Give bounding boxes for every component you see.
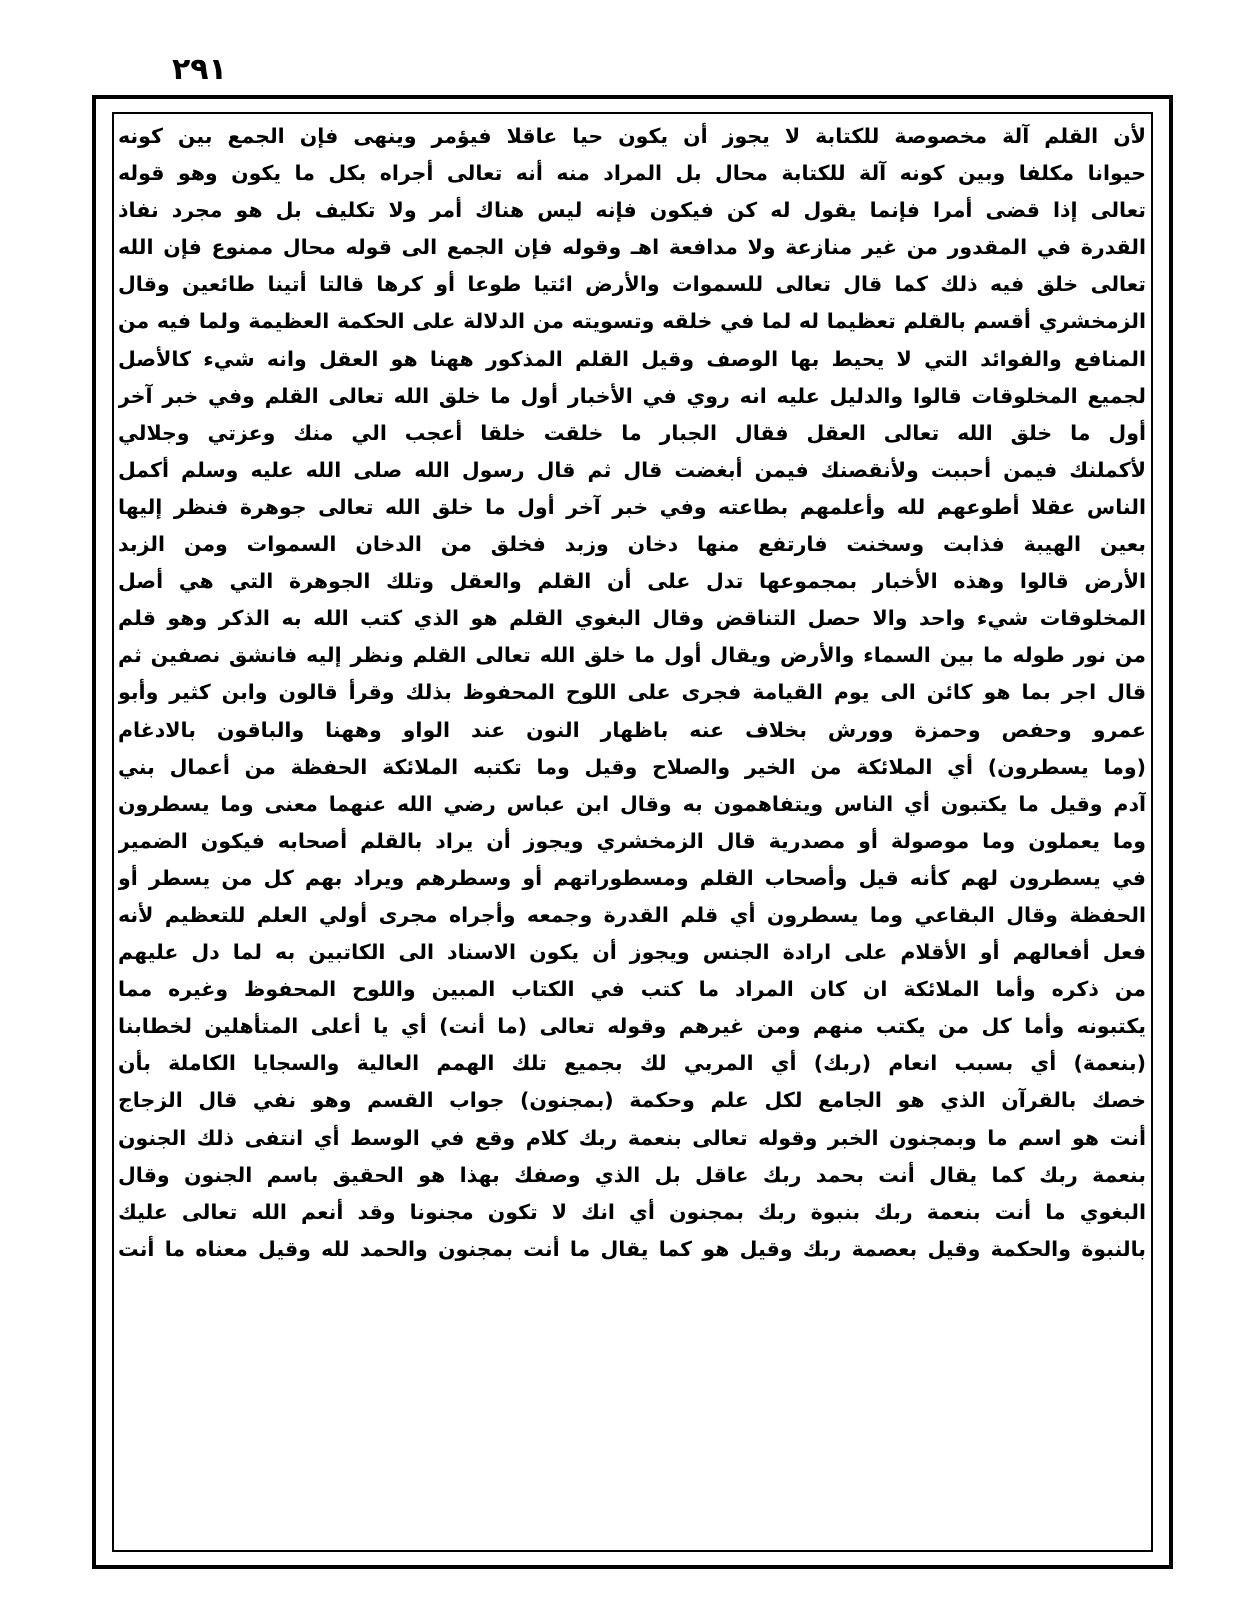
text-line: بعين الهيبة فذابت وسخنت فارتفع منها دخان وزبد فخلق من الدخان السموات ومن الزبد (118, 532, 1146, 557)
text-line: وما يعملون وما موصولة أو مصدرية قال الزمخشري ويجوز أن يراد بالقلم أصحابه فيكون الضمير (118, 828, 1146, 853)
text-line: يكتبونه وأما كل من يكتب منهم ومن غيرهم وقوله تعالى (ما أنت) أي يا أعلى المتأهلين لخطابنا (118, 1014, 1146, 1039)
text-line: تعالى خلق فيه ذلك كما قال تعالى للسموات والأرض ائتيا طوعا أو كرها قالتا أتينا طائعين وقال (118, 272, 1146, 297)
text-line: قال اجر بما هو كائن الى يوم القيامة فجرى على اللوح المحفوظ بذلك وقرأ قالون وابن كثير وأبو (118, 680, 1146, 705)
text-line: فعل أفعالهم أو الأقلام على ارادة الجنس ويجوز أن يكون الاسناد الى الكاتبين به لما دل عليهم (118, 940, 1146, 965)
text-line: (بنعمة) أي بسبب انعام (ربك) أي المربي لك بجميع تلك الهمم العالية والسجايا الكاملة بأن (118, 1051, 1146, 1076)
text-line: الناس عقلا أطوعهم لله وأعلمهم بطاعته وفي خبر آخر أول ما خلق الله تعالى جوهرة فنظر إليها (118, 494, 1146, 519)
text-line: آدم وقيل ما يكتبون أي الناس ويتفاهمون به وقال ابن عباس رضي الله عنهما معنى وما يسطرون (118, 791, 1146, 816)
text-line: أول ما خلق الله تعالى العقل فقال الجبار ما خلقت خلقا أعجب الي منك وعزتي وجلالي (118, 420, 1146, 445)
text-line: لجميع المخلوقات قالوا والدليل عليه انه روي في الأخبار أول ما خلق الله تعالى القلم وفي خبر آخر (118, 383, 1146, 408)
text-line: الزمخشري أقسم بالقلم تعظيما له لما في خلقه وتسويته من الدلالة على الحكمة العظيمة ولما فيه من (118, 309, 1146, 334)
text-line: تعالى إذا قضى أمرا فإنما يقول له كن فيكون فإنه ليس هناك أمر ولا تكليف بل هو مجرد نفاذ (118, 198, 1146, 223)
text-line: لأن القلم آلة مخصوصة للكتابة لا يجوز أن يكون حيا عاقلا فيؤمر وينهى فإن الجمع بين كونه (118, 124, 1146, 148)
text-line: من نور طوله ما بين السماء والأرض ويقال أول ما خلق الله تعالى القلم ونظر إليه فانشق نصفين ثم (118, 643, 1146, 668)
text-line: بنعمة ربك كما يقال أنت بحمد ربك عاقل بل الذي وصفك بهذا هو الحقيق باسم الجنون وقال (118, 1162, 1146, 1187)
text-line: خصك بالقرآن الذي هو الجامع لكل علم وحكمة (بمجنون) جواب القسم وهو نفي قال الزجاج (118, 1088, 1146, 1113)
text-line: الأرض قالوا وهذه الأخبار بمجموعها تدل على أن القلم والعقل وتلك الجوهرة التي هي أصل (118, 569, 1146, 594)
text-line: عمرو وحفص وحمزة وورش بخلاف عنه باظهار النون عند الواو وههنا والباقون بالادغام (118, 717, 1146, 742)
page-number: ٢٩١ (172, 52, 227, 87)
text-line: بالنبوة والحكمة وقيل بعصمة ربك وقيل هو كما يقال ما أنت بمجنون والحمد لله وقيل معناه ما أنت (118, 1236, 1146, 1261)
text-line: البغوي ما أنت بنعمة ربك بنبوة ربك بمجنون أي انك لا تكون مجنونا وقد أنعم الله تعالى عليك (118, 1199, 1146, 1224)
text-line: لأكملنك فيمن أحببت ولأنقصنك فيمن أبغضت قال ثم قال رسول الله صلى الله عليه وسلم أكمل (118, 457, 1146, 482)
text-line: الحفظة وقال البقاعي وما يسطرون أي قلم القدرة وجمعه وأجراه مجرى أولي العلم للتعظيم لأنه (118, 902, 1146, 927)
text-line: في يسطرون لهم كأنه قيل وأصحاب القلم ومسطوراتهم أو وسطرهم ويراد بهم كل من يسطر أو (118, 865, 1146, 890)
text-line: المخلوقات شيء واحد والا حصل التناقض وقال البغوي القلم هو الذي كتب الله به الذكر وهو قلم (118, 606, 1146, 631)
text-line: أنت هو اسم ما وبمجنون الخبر وقوله تعالى بنعمة ربك كلام وقع في الوسط أي انتفى ذلك الجنون (118, 1125, 1146, 1150)
text-line: (وما يسطرون) أي الملائكة من الخير والصلاح وقيل وما تكتبه الملائكة الحفظة من أعمال بني (118, 754, 1146, 779)
text-line: من ذكره وأما الملائكة ان كان المراد ما كتب في الكتاب المبين واللوح المحفوظ وغيره مما (118, 977, 1146, 1002)
text-line: القدرة في المقدور من غير منازعة ولا مدافعة اهـ وقوله فإن الجمع الى قوله محال ممنوع فإن الله (118, 235, 1146, 260)
text-line: المنافع والفوائد التي لا يحيط بها الوصف وقيل القلم المذكور ههنا هو العقل وانه شيء كالأصل (118, 346, 1146, 371)
text-line: حيوانا مكلفا وبين كونه آلة للكتابة محال بل المراد منه أنه تعالى أجراه بكل ما يكون وهو قوله (118, 161, 1146, 186)
body-text (118, 118, 1146, 1546)
